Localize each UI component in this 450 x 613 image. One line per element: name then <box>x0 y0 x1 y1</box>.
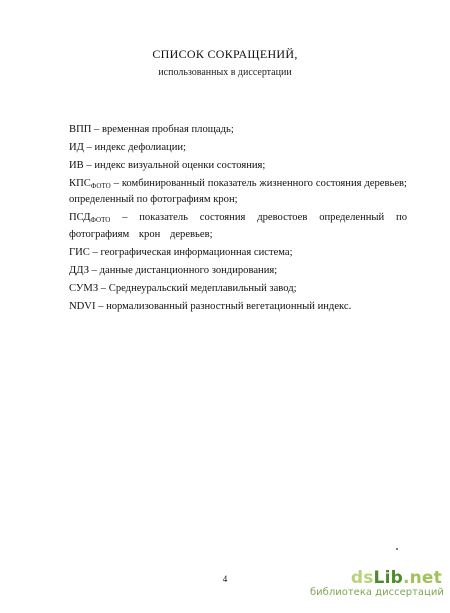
abbreviation-subscript: ФОТО <box>90 216 111 225</box>
abbreviation-definition: – индекс визуальной оценки состояния; <box>83 160 266 171</box>
watermark-logo <box>310 569 442 587</box>
abbreviation-definition: – Среднеуральский медеплавильный завод; <box>98 282 297 294</box>
abbreviation-term: ПСД <box>69 212 91 224</box>
abbreviation-definition: – географическая информационная система; <box>89 246 293 258</box>
abbreviation-term: ДДЗ <box>69 264 90 276</box>
abbreviation-definition: – комбинированный показатель жизненного состояния деревьев; определенный по фотографиям крон; <box>69 178 407 206</box>
abbreviation-definition: – нормализованный разностный вегетационный индекс. <box>95 300 352 312</box>
abbreviation-term: NDVI <box>69 300 96 312</box>
abbreviation-definition: – временная пробная площадь; <box>91 124 234 135</box>
abbreviation-term: КПС <box>69 178 91 189</box>
abbreviation-definition: – индекс дефолиации; <box>83 142 187 153</box>
watermark-logo-part: .net <box>402 568 442 588</box>
watermark-subtitle: библиотека диссертаций <box>310 587 444 598</box>
abbreviation-entry <box>69 140 407 155</box>
abbreviation-term: ИВ <box>69 160 84 171</box>
watermark-logo-part: Lib <box>373 568 403 588</box>
watermark-logo-part: ds <box>350 568 374 588</box>
abbreviation-entry <box>69 210 407 242</box>
abbreviation-term: ГИС <box>69 246 90 258</box>
abbreviation-definition: – показатель состояния древостоев определенный по фотографиям крон деревьев; <box>69 212 407 240</box>
page-number: 4 <box>222 574 228 584</box>
abbreviation-entry <box>69 176 407 208</box>
abbreviation-definition: – данные дистанционного зондирования; <box>89 264 278 276</box>
abbreviation-term: ВПП <box>69 124 92 135</box>
abbreviation-entry <box>69 122 407 137</box>
abbreviation-entry <box>69 299 407 314</box>
abbreviation-term: СУМЗ <box>69 282 99 294</box>
abbreviation-term: ИД <box>69 142 84 153</box>
abbreviation-subscript: ФОТО <box>90 182 111 190</box>
abbreviation-list <box>69 122 407 317</box>
scan-speck <box>396 548 398 550</box>
abbreviation-entry <box>69 158 407 173</box>
watermark <box>310 569 442 599</box>
abbreviation-entry <box>69 263 407 278</box>
page-subtitle: использованных в диссертации <box>158 67 292 78</box>
abbreviation-entry <box>69 281 407 296</box>
abbreviation-entry <box>69 245 407 260</box>
page-title: СПИСОК СОКРАЩЕНИЙ, <box>152 47 298 61</box>
